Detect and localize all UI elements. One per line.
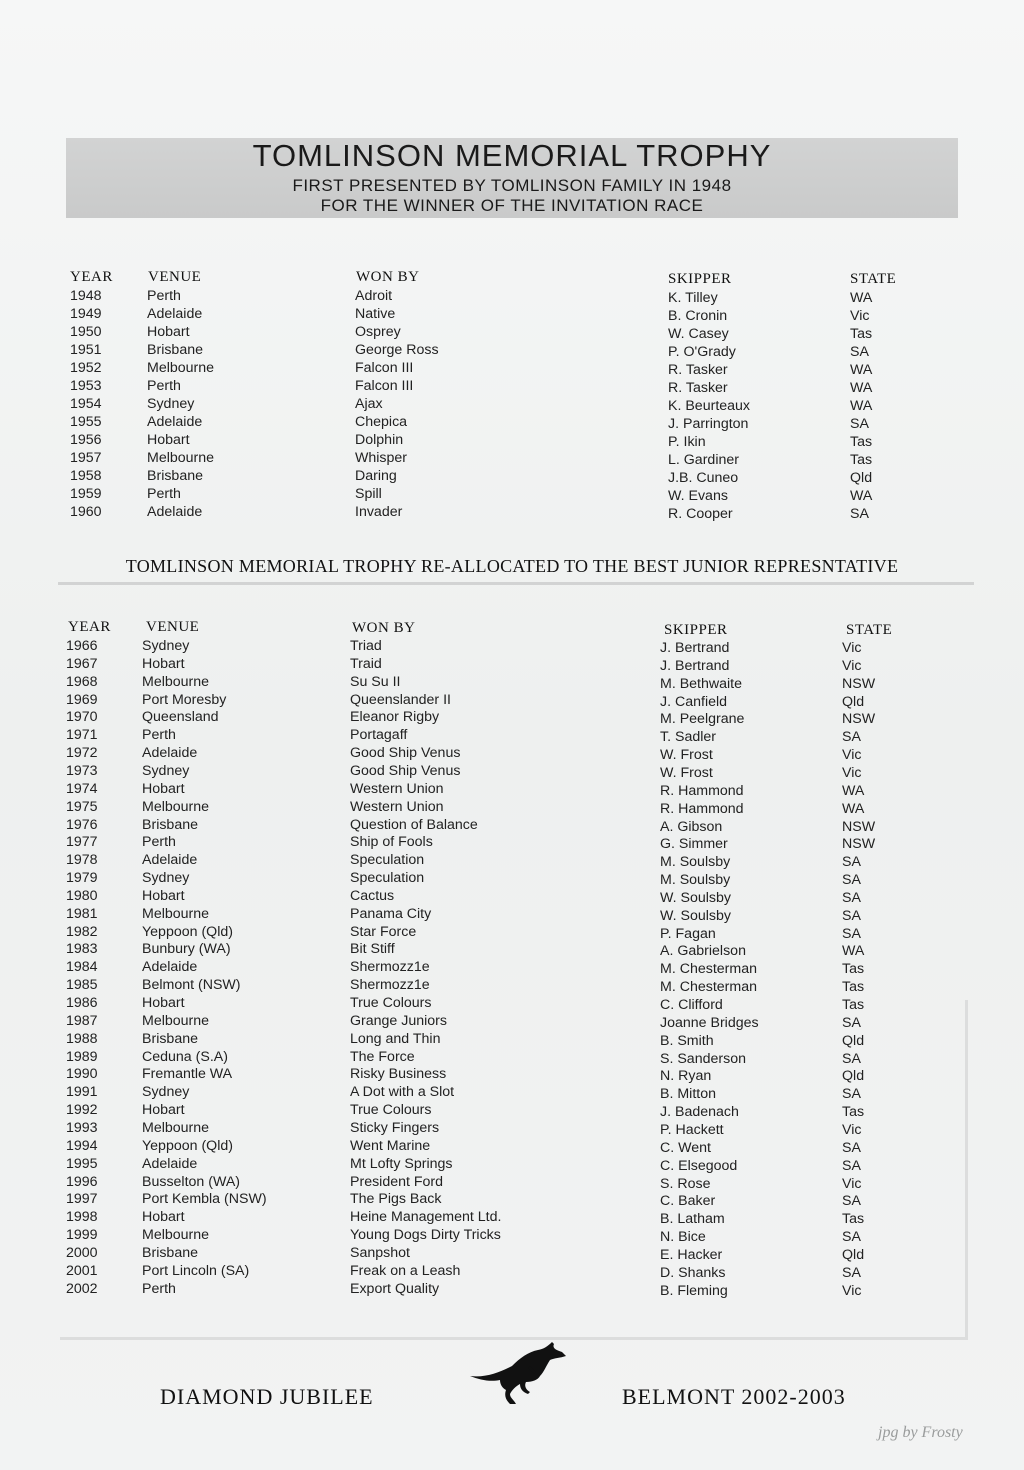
cell-skipper: W. Soulsby [660, 907, 731, 924]
cell-venue: Perth [147, 288, 181, 304]
cell-venue: Hobart [142, 1102, 185, 1119]
cell-skipper: T. Sadler [660, 729, 716, 746]
cell-venue: Perth [142, 834, 176, 851]
cell-won-by: Went Marine [350, 1137, 431, 1154]
cell-skipper: P. O'Grady [668, 344, 736, 360]
cell-venue: Hobart [147, 324, 190, 340]
cell-year: 1987 [66, 1012, 98, 1029]
cell-skipper: A. Gabrielson [660, 943, 746, 960]
cell-state: SA [842, 1264, 861, 1281]
cell-venue: Adelaide [147, 306, 203, 322]
cell-year: 1998 [66, 1209, 98, 1226]
cell-venue: Brisbane [142, 1244, 198, 1261]
cell-won-by: True Colours [350, 1102, 432, 1119]
cell-year: 1989 [66, 1048, 98, 1065]
cell-year: 1970 [66, 709, 98, 726]
cell-year: 1972 [66, 745, 98, 762]
cell-skipper: C. Elsegood [660, 1157, 738, 1174]
cell-skipper: J. Canfield [660, 693, 728, 710]
cell-won-by: Panama City [350, 905, 432, 922]
cell-venue: Melbourne [142, 1119, 210, 1136]
cell-year: 1950 [70, 324, 102, 340]
cell-year: 1981 [66, 905, 98, 922]
cell-state: NSW [842, 711, 876, 728]
cell-skipper: W. Frost [660, 747, 713, 764]
cell-skipper: B. Fleming [660, 1282, 728, 1299]
col-header-state: STATE [850, 271, 897, 287]
cell-won-by: Portagaff [350, 727, 408, 744]
cell-skipper: A. Gibson [660, 818, 723, 835]
cell-state: SA [842, 854, 861, 871]
cell-won-by: President Ford [350, 1173, 444, 1190]
cell-state: Vic [842, 640, 862, 656]
cell-state: Qld [842, 1032, 865, 1049]
cell-year: 1969 [66, 691, 98, 708]
cell-year: 1949 [70, 306, 102, 322]
cell-year: 1948 [70, 288, 102, 304]
cell-skipper: R. Hammond [660, 800, 744, 817]
cell-skipper: M. Bethwaite [660, 675, 743, 692]
cell-skipper: M. Soulsby [660, 854, 731, 871]
cell-skipper: G. Simmer [660, 836, 728, 853]
cell-skipper: P. Hackett [660, 1121, 724, 1138]
cell-state: NSW [842, 675, 876, 692]
cell-year: 1979 [66, 870, 98, 887]
cell-year: 2001 [66, 1262, 98, 1279]
cell-state: WA [842, 800, 865, 817]
cell-year: 1980 [66, 887, 98, 904]
cell-state: Vic [842, 657, 862, 674]
cell-won-by: Young Dogs Dirty Tricks [350, 1227, 501, 1244]
cell-venue: Yeppoon (Qld) [142, 1137, 233, 1154]
cell-year: 1992 [66, 1102, 98, 1119]
cell-venue: Perth [147, 486, 181, 502]
cell-skipper: W. Evans [668, 488, 728, 504]
cell-venue: Perth [142, 727, 176, 744]
cell-skipper: R. Cooper [668, 506, 733, 522]
cell-state: SA [850, 506, 869, 522]
cell-won-by: Whisper [355, 450, 408, 466]
cell-state: Tas [842, 997, 865, 1013]
col-header-won-by: WON BY [352, 620, 416, 636]
kangaroo-icon [466, 1336, 570, 1406]
cell-year: 1982 [66, 923, 98, 940]
cell-year: 1996 [66, 1173, 98, 1190]
cell-won-by: Grange Juniors [350, 1012, 447, 1029]
col-header-venue: VENUE [146, 619, 200, 635]
cell-skipper: C. Went [660, 1139, 711, 1156]
cell-skipper: B. Smith [660, 1032, 714, 1049]
cell-venue: Bunbury (WA) [142, 941, 231, 958]
cell-state: WA [850, 398, 873, 414]
cell-year: 1988 [66, 1030, 98, 1047]
cell-state: NSW [842, 836, 876, 853]
cell-venue: Sydney [142, 1084, 190, 1101]
cell-skipper: P. Fagan [660, 925, 716, 942]
cell-state: SA [842, 1139, 861, 1156]
cell-venue: Melbourne [142, 673, 210, 690]
col-header-state: STATE [846, 622, 893, 638]
cell-year: 1993 [66, 1119, 98, 1136]
cell-skipper: C. Baker [660, 1193, 716, 1210]
cell-skipper: N. Bice [660, 1229, 706, 1246]
cell-year: 1995 [66, 1155, 98, 1172]
cell-state: Vic [850, 308, 870, 324]
cell-venue: Busselton (WA) [142, 1173, 241, 1190]
cell-state: Tas [850, 452, 873, 468]
cell-won-by: Good Ship Venus [350, 762, 461, 779]
col-header-year: YEAR [70, 269, 113, 285]
cell-venue: Hobart [142, 655, 185, 672]
cell-won-by: The Force [350, 1048, 415, 1065]
cell-won-by: Shermozz1e [350, 977, 430, 994]
cell-venue: Ceduna (S.A) [142, 1048, 228, 1065]
image-credit: jpg by Frosty [878, 1424, 963, 1441]
cell-state: Tas [842, 1104, 865, 1121]
cell-won-by: Osprey [355, 324, 401, 340]
cell-won-by: Risky Business [350, 1066, 447, 1083]
cell-won-by: Shermozz1e [350, 959, 430, 976]
cell-year: 1967 [66, 655, 98, 672]
cell-won-by: Long and Thin [350, 1030, 441, 1047]
cell-venue: Hobart [142, 995, 185, 1011]
page-subtitle-2: FOR THE WINNER OF THE INVITATION RACE [320, 196, 704, 215]
cell-state: Vic [842, 764, 862, 781]
cell-won-by: Speculation [350, 870, 425, 887]
cell-skipper: L. Gardiner [668, 452, 739, 468]
cell-year: 1954 [70, 396, 102, 412]
cell-skipper: R. Tasker [668, 362, 728, 378]
cell-won-by: Daring [355, 468, 397, 484]
cell-won-by: Native [355, 306, 396, 322]
cell-state: Qld [842, 1068, 865, 1085]
cell-state: SA [842, 1193, 861, 1210]
cell-venue: Brisbane [147, 342, 203, 358]
section2-title: TOMLINSON MEMORIAL TROPHY RE-ALLOCATED TO THE BEST JUNIOR REPRESNTATIVE [125, 556, 899, 576]
cell-venue: Melbourne [142, 905, 210, 922]
cell-state: SA [850, 416, 869, 432]
cell-year: 1986 [66, 995, 98, 1011]
cell-won-by: Cactus [350, 887, 395, 904]
cell-venue: Brisbane [142, 1030, 198, 1047]
cell-venue: Perth [142, 1280, 176, 1297]
cell-year: 1966 [66, 638, 98, 654]
cell-won-by: Falcon III [355, 360, 414, 376]
cell-state: Qld [842, 693, 865, 710]
cell-won-by: Mt Lofty Springs [350, 1155, 453, 1172]
cell-venue: Port Moresby [142, 691, 227, 708]
cell-year: 1977 [66, 834, 98, 851]
section-divider [58, 582, 974, 585]
cell-venue: Sydney [142, 762, 190, 779]
cell-venue: Hobart [142, 887, 185, 904]
cell-skipper: C. Clifford [660, 997, 723, 1013]
cell-year: 1956 [70, 432, 102, 448]
cell-state: Vic [842, 1175, 862, 1192]
cell-year: 1960 [70, 504, 102, 520]
cell-state: Tas [850, 434, 873, 450]
cell-won-by: Sticky Fingers [350, 1119, 440, 1136]
cell-venue: Belmont (NSW) [142, 977, 241, 994]
page-subtitle-1: FIRST PRESENTED BY TOMLINSON FAMILY IN 1948 [292, 176, 732, 195]
cell-won-by: Su Su II [350, 673, 401, 690]
cell-state: WA [850, 362, 873, 378]
cell-won-by: Ship of Fools [350, 834, 433, 851]
cell-won-by: Star Force [350, 923, 417, 940]
cell-state: Vic [842, 747, 862, 764]
cell-year: 1983 [66, 941, 98, 958]
footer-right-text: BELMONT 2002-2003 [622, 1384, 846, 1409]
cell-won-by: George Ross [355, 342, 439, 358]
cell-won-by: Dolphin [355, 432, 404, 448]
cell-venue: Sydney [142, 870, 190, 887]
cell-skipper: W. Casey [668, 326, 729, 342]
cell-year: 1976 [66, 816, 98, 833]
cell-won-by: Western Union [350, 780, 444, 797]
cell-state: WA [842, 782, 865, 799]
cell-skipper: M. Chesterman [660, 979, 757, 996]
cell-state: Tas [842, 961, 865, 978]
cell-skipper: J. Parrington [668, 416, 749, 432]
cell-skipper: B. Mitton [660, 1086, 716, 1103]
cell-state: SA [842, 1050, 861, 1067]
cell-venue: Adelaide [142, 1155, 198, 1172]
cell-won-by: Invader [355, 504, 403, 520]
cell-won-by: Chepica [355, 414, 408, 430]
cell-state: Qld [850, 470, 873, 486]
cell-skipper: J. Badenach [660, 1104, 739, 1121]
cell-won-by: Freak on a Leash [350, 1262, 461, 1279]
cell-skipper: D. Shanks [660, 1264, 726, 1281]
cell-venue: Adelaide [147, 414, 203, 430]
cell-won-by: A Dot with a Slot [350, 1084, 455, 1101]
cell-year: 1975 [66, 798, 98, 815]
cell-year: 1999 [66, 1227, 98, 1244]
cell-year: 1990 [66, 1066, 98, 1083]
cell-venue: Port Kembla (NSW) [142, 1191, 267, 1208]
cell-skipper: E. Hacker [660, 1246, 723, 1263]
cell-year: 1991 [66, 1084, 98, 1101]
cell-won-by: Western Union [350, 798, 444, 815]
cell-skipper: J. Bertrand [660, 657, 730, 674]
page-title: TOMLINSON MEMORIAL TROPHY [252, 138, 772, 173]
cell-venue: Adelaide [142, 852, 198, 869]
cell-skipper: J. Bertrand [660, 640, 730, 656]
cell-won-by: Traid [350, 655, 382, 672]
cell-venue: Hobart [142, 780, 185, 797]
cell-won-by: Heine Management Ltd. [350, 1209, 502, 1226]
cell-venue: Melbourne [142, 1227, 210, 1244]
cell-state: SA [842, 1014, 861, 1031]
cell-year: 1955 [70, 414, 102, 430]
cell-state: Qld [842, 1246, 865, 1263]
cell-year: 1952 [70, 360, 102, 376]
cell-year: 1968 [66, 673, 98, 690]
cell-state: Vic [842, 1282, 862, 1299]
cell-won-by: Good Ship Venus [350, 745, 461, 762]
col-header-venue: VENUE [148, 269, 202, 285]
cell-year: 1978 [66, 852, 98, 869]
cell-skipper: W. Soulsby [660, 889, 731, 906]
cell-skipper: Joanne Bridges [660, 1014, 759, 1031]
cell-year: 1985 [66, 977, 98, 994]
cell-skipper: S. Sanderson [660, 1050, 746, 1067]
cell-state: SA [842, 925, 861, 942]
cell-venue: Brisbane [147, 468, 203, 484]
footer-left-text: DIAMOND JUBILEE [160, 1384, 374, 1409]
cell-year: 1959 [70, 486, 102, 502]
cell-state: SA [842, 1229, 861, 1246]
cell-venue: Melbourne [142, 1012, 210, 1029]
cell-won-by: Ajax [355, 396, 383, 412]
cell-skipper: B. Cronin [668, 308, 728, 324]
cell-won-by: True Colours [350, 995, 432, 1011]
cell-skipper: K. Beurteaux [668, 398, 751, 414]
col-header-year: YEAR [68, 619, 111, 635]
cell-state: SA [842, 889, 861, 906]
cell-year: 1958 [70, 468, 102, 484]
cell-state: Tas [842, 979, 865, 996]
cell-venue: Queensland [142, 709, 219, 726]
cell-won-by: Spill [355, 486, 382, 502]
cell-won-by: Bit Stiff [350, 941, 395, 958]
cell-venue: Adelaide [142, 959, 198, 976]
cell-state: NSW [842, 818, 876, 835]
cell-won-by: Speculation [350, 852, 425, 869]
cell-year: 2000 [66, 1244, 98, 1261]
cell-state: Vic [842, 1121, 862, 1138]
cell-won-by: Question of Balance [350, 816, 478, 833]
cell-state: SA [850, 344, 869, 360]
cell-venue: Melbourne [147, 450, 215, 466]
cell-state: Tas [842, 1211, 865, 1228]
cell-venue: Adelaide [147, 504, 203, 520]
cell-state: WA [850, 290, 873, 306]
cell-state: SA [842, 907, 861, 924]
col-header-skipper: SKIPPER [668, 271, 732, 287]
cell-year: 2002 [66, 1280, 98, 1297]
cell-venue: Port Lincoln (SA) [142, 1262, 250, 1279]
cell-venue: Melbourne [147, 360, 215, 376]
cell-state: Tas [850, 326, 873, 342]
cell-won-by: Triad [350, 638, 382, 654]
cell-venue: Hobart [147, 432, 190, 448]
cell-year: 1973 [66, 762, 98, 779]
cell-state: SA [842, 1086, 861, 1103]
cell-skipper: R. Tasker [668, 380, 728, 396]
cell-skipper: W. Frost [660, 764, 713, 781]
cell-skipper: M. Chesterman [660, 961, 757, 978]
cell-skipper: M. Soulsby [660, 872, 731, 889]
cell-venue: Sydney [142, 638, 190, 654]
cell-won-by: Export Quality [350, 1280, 440, 1297]
cell-skipper: K. Tilley [668, 290, 718, 306]
cell-won-by: Adroit [355, 288, 393, 304]
cell-state: SA [842, 729, 861, 746]
cell-year: 1953 [70, 378, 102, 394]
cell-venue: Hobart [142, 1209, 185, 1226]
cell-venue: Adelaide [142, 745, 198, 762]
cell-skipper: P. Ikin [668, 434, 706, 450]
cell-skipper: B. Latham [660, 1211, 725, 1228]
col-header-skipper: SKIPPER [664, 622, 728, 638]
cell-state: SA [842, 1157, 861, 1174]
cell-won-by: Sanpshot [350, 1244, 410, 1261]
faded-background-frame [60, 1000, 968, 1340]
cell-year: 1971 [66, 727, 98, 744]
cell-venue: Fremantle WA [142, 1066, 233, 1083]
cell-venue: Yeppoon (Qld) [142, 923, 233, 940]
cell-state: SA [842, 872, 861, 889]
cell-skipper: M. Peelgrane [660, 711, 745, 728]
cell-skipper: R. Hammond [660, 782, 744, 799]
cell-skipper: J.B. Cuneo [668, 470, 739, 486]
cell-venue: Perth [147, 378, 181, 394]
cell-won-by: Queenslander II [350, 691, 451, 708]
cell-venue: Melbourne [142, 798, 210, 815]
cell-venue: Sydney [147, 396, 195, 412]
cell-state: WA [842, 943, 865, 960]
cell-year: 1984 [66, 959, 98, 976]
cell-year: 1994 [66, 1137, 98, 1154]
cell-won-by: The Pigs Back [350, 1191, 442, 1208]
cell-year: 1957 [70, 450, 102, 466]
cell-skipper: S. Rose [660, 1175, 711, 1192]
cell-skipper: N. Ryan [660, 1068, 712, 1085]
cell-year: 1951 [70, 342, 102, 358]
col-header-won-by: WON BY [356, 269, 420, 285]
cell-state: WA [850, 380, 873, 396]
cell-won-by: Falcon III [355, 378, 414, 394]
cell-won-by: Eleanor Rigby [350, 709, 440, 726]
cell-state: WA [850, 488, 873, 504]
cell-venue: Brisbane [142, 816, 198, 833]
cell-year: 1974 [66, 780, 98, 797]
cell-year: 1997 [66, 1191, 98, 1208]
